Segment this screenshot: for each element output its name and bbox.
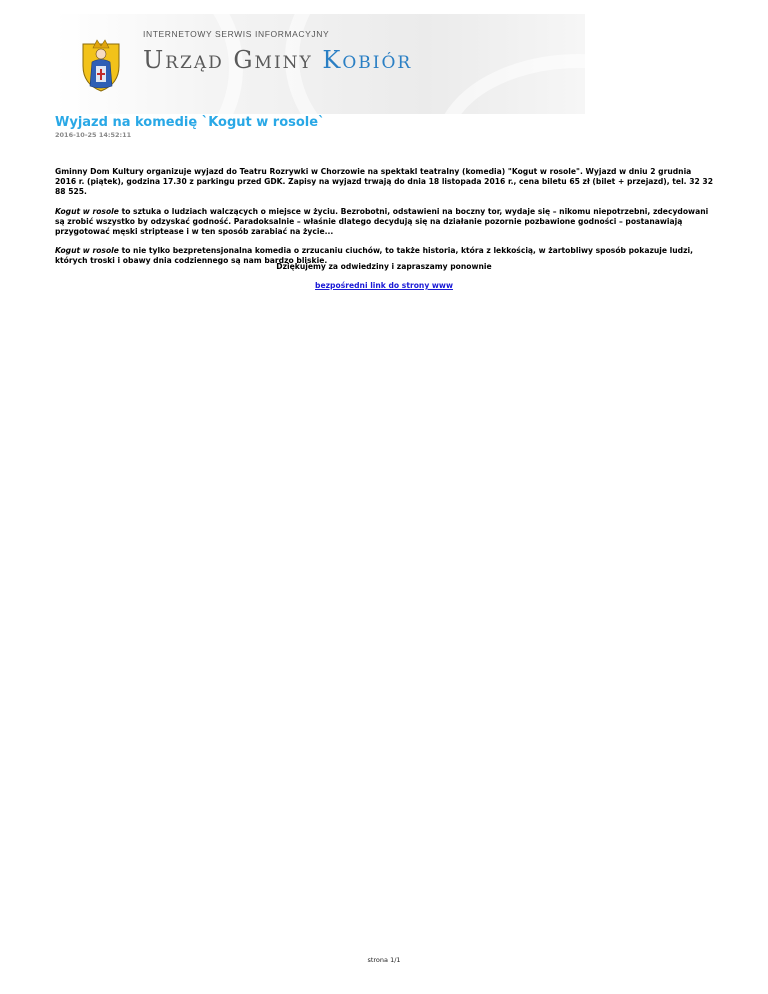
article-body bbox=[55, 167, 715, 276]
article-date: 2016-10-25 14:52:11 bbox=[55, 131, 132, 139]
paragraph-text: to nie tylko bezpretensjonalna komedia o zrzucaniu ciuchów, to także historia, która z lekkością, w żartobliwy sposób pokazuje ludzi, których troski i obawy dnia codziennego są nam bardzo bliskie. bbox=[55, 246, 694, 266]
article-paragraph bbox=[55, 207, 715, 238]
site-tagline: INTERNETOWY SERWIS INFORMACYJNY bbox=[143, 29, 330, 39]
page-counter: strona 1/1 bbox=[367, 956, 401, 964]
play-title: Kogut w rosole bbox=[55, 206, 119, 216]
article-paragraph: Gminny Dom Kultury organizuje wyjazd do Teatru Rozrywki w Chorzowie na spektakl teatralny (komedia) "Kogut w rosole". Wyjazd w dniu 2 grudnia 2016 r. (piątek), godzina 17.30 z parkingu przed GDK. Zapisy na wyjazd trwają do dnia 18 listopada 2016 r., cena biletu 65 zł (bilet + przejazd), tel. 32 32 88 525. bbox=[55, 167, 713, 197]
site-header bbox=[55, 14, 585, 114]
site-brand bbox=[143, 46, 412, 74]
direct-link-container bbox=[0, 281, 768, 290]
direct-link[interactable]: bezpośredni link do strony www bbox=[315, 281, 453, 290]
thanks-message: Dziękujemy za odwiedziny i zapraszamy ponownie bbox=[276, 262, 492, 271]
brand-name-part: Urząd Gminy bbox=[143, 46, 323, 74]
municipal-crest-icon bbox=[81, 36, 121, 92]
paragraph-text: to sztuka o ludziach walczących o miejsce w życiu. Bezrobotni, odstawieni na boczny tor, wydaje się – nikomu niepotrzebni, zdecydowani są zrobić wszystko by odzyskać godność. Paradoksalnie – właśnie dlatego decydują się na działanie pozornie pozbawione godności – postanawiają przygotować męski striptease i w ten sposób zarabiać na życie... bbox=[55, 206, 709, 237]
article-title: Wyjazd na komedię `Kogut w rosole` bbox=[55, 115, 325, 130]
brand-municipality: Kobiór bbox=[322, 46, 413, 74]
play-title: Kogut w rosole bbox=[55, 246, 119, 256]
